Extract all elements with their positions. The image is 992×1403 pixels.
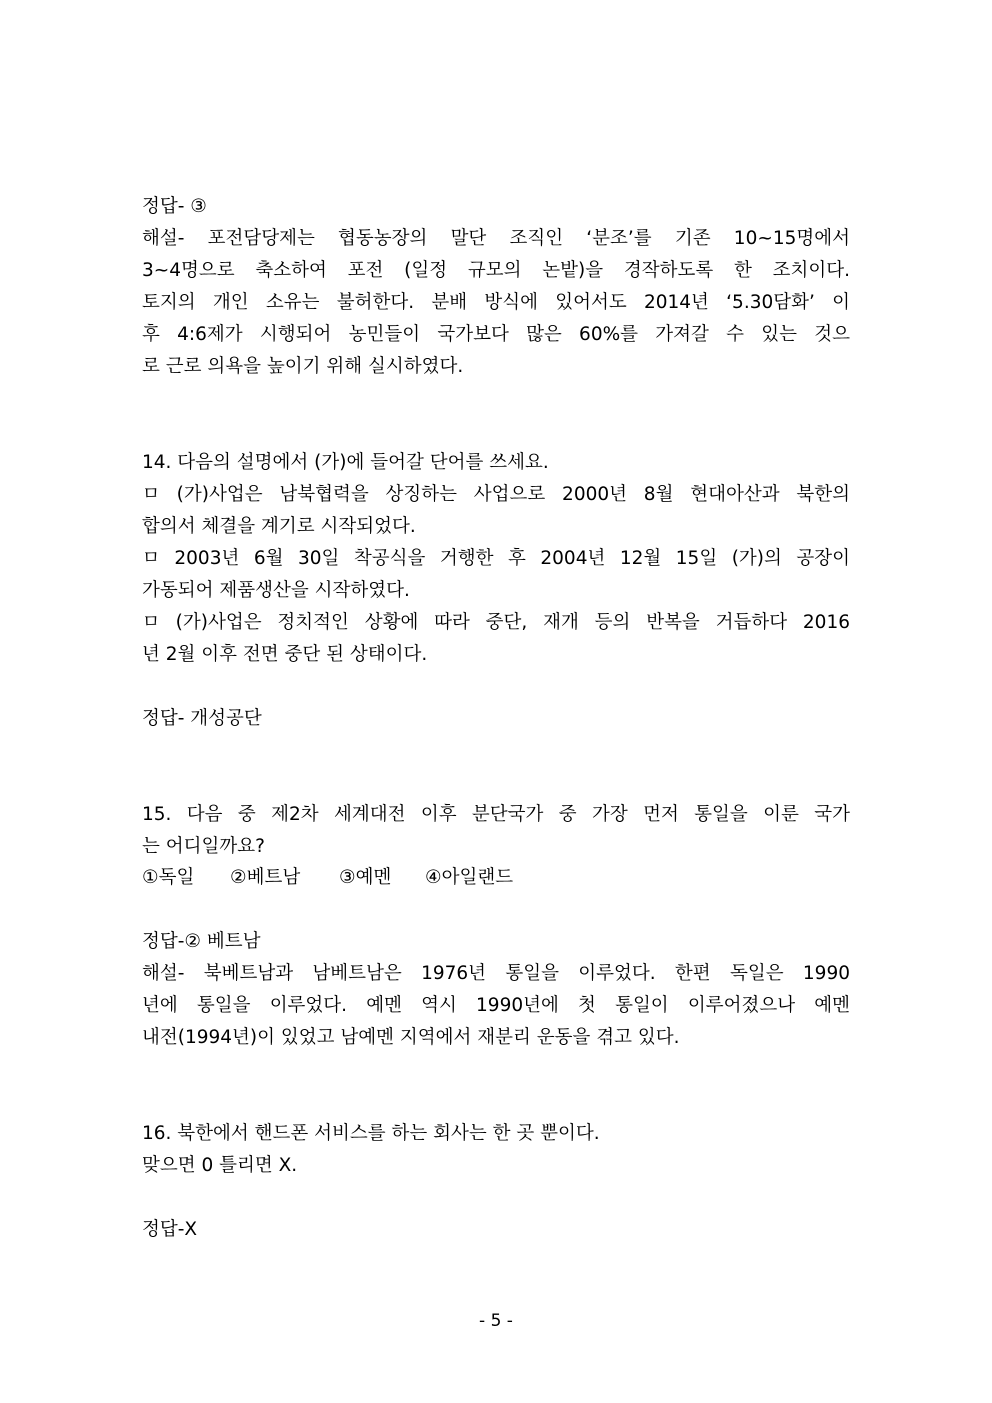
q13-explanation-line-3: 토지의 개인 소유는 불허한다. 분배 방식에 있어서도 2014년 ‘5.30담화’ 이: [142, 292, 850, 313]
q16-instruction: 맞으면 0 틀리면 X.: [142, 1155, 298, 1176]
q15-option-2: ②베트남: [230, 867, 301, 888]
q13-answer: 정답- ③: [142, 196, 207, 217]
q13-explanation-line-1: 해설- 포전담당제는 협동농장의 말단 조직인 ‘분조’를 기존 10~15명에서: [142, 228, 850, 249]
q16-answer: 정답-X: [142, 1219, 198, 1240]
q15-answer: 정답-② 베트남: [142, 931, 261, 952]
q15-options: [142, 866, 513, 890]
q15-option-3: ③예멘: [339, 867, 392, 888]
q14-bullet-line-3: ㅁ 2003년 6월 30일 착공식을 거행한 후 2004년 12월 15일 (가)의 공장이: [142, 548, 850, 569]
q15-option-1: ①독일: [142, 867, 195, 888]
q14-bullet-line-5: ㅁ (가)사업은 정치적인 상황에 따라 중단, 재개 등의 반복을 거듭하다 2016: [142, 612, 850, 633]
q14-bullet-line-1: ㅁ (가)사업은 남북협력을 상징하는 사업으로 2000년 8월 현대아산과 북한의: [142, 484, 850, 505]
q15-explanation-line-1: 해설- 북베트남과 남베트남은 1976년 통일을 이루었다. 한편 독일은 1990: [142, 963, 850, 984]
q15-question-line-1: 15. 다음 중 제2차 세계대전 이후 분단국가 중 가장 먼저 통일을 이룬 국가: [142, 804, 850, 825]
q15-option-4: ④아일랜드: [425, 867, 514, 888]
q14-question: 14. 다음의 설명에서 (가)에 들어갈 단어를 쓰세요.: [142, 452, 549, 473]
q14-bullet-line-4: 가동되어 제품생산을 시작하였다.: [142, 580, 410, 601]
q13-explanation-line-5: 로 근로 의욕을 높이기 위해 실시하였다.: [142, 356, 464, 377]
q16-question: 16. 북한에서 핸드폰 서비스를 하는 회사는 한 곳 뿐이다.: [142, 1123, 600, 1144]
q13-explanation-line-2: 3~4명으로 축소하여 포전 (일정 규모의 논밭)을 경작하도록 한 조치이다.: [142, 260, 850, 281]
q14-bullet-line-2: 합의서 체결을 계기로 시작되었다.: [142, 516, 416, 537]
q14-answer: 정답- 개성공단: [142, 708, 262, 729]
page-number: - 5 -: [479, 1311, 513, 1331]
q13-explanation-line-4: 후 4:6제가 시행되어 농민들이 국가보다 많은 60%를 가져갈 수 있는 것으: [142, 324, 850, 345]
q14-bullet-line-6: 년 2월 이후 전면 중단 된 상태이다.: [142, 644, 428, 665]
q15-explanation-line-2: 년에 통일을 이루었다. 예멘 역시 1990년에 첫 통일이 이루어졌으나 예멘: [142, 995, 850, 1016]
q15-question-line-2: 는 어디일까요?: [142, 836, 265, 857]
q15-explanation-line-3: 내전(1994년)이 있었고 남예멘 지역에서 재분리 운동을 겪고 있다.: [142, 1027, 680, 1048]
